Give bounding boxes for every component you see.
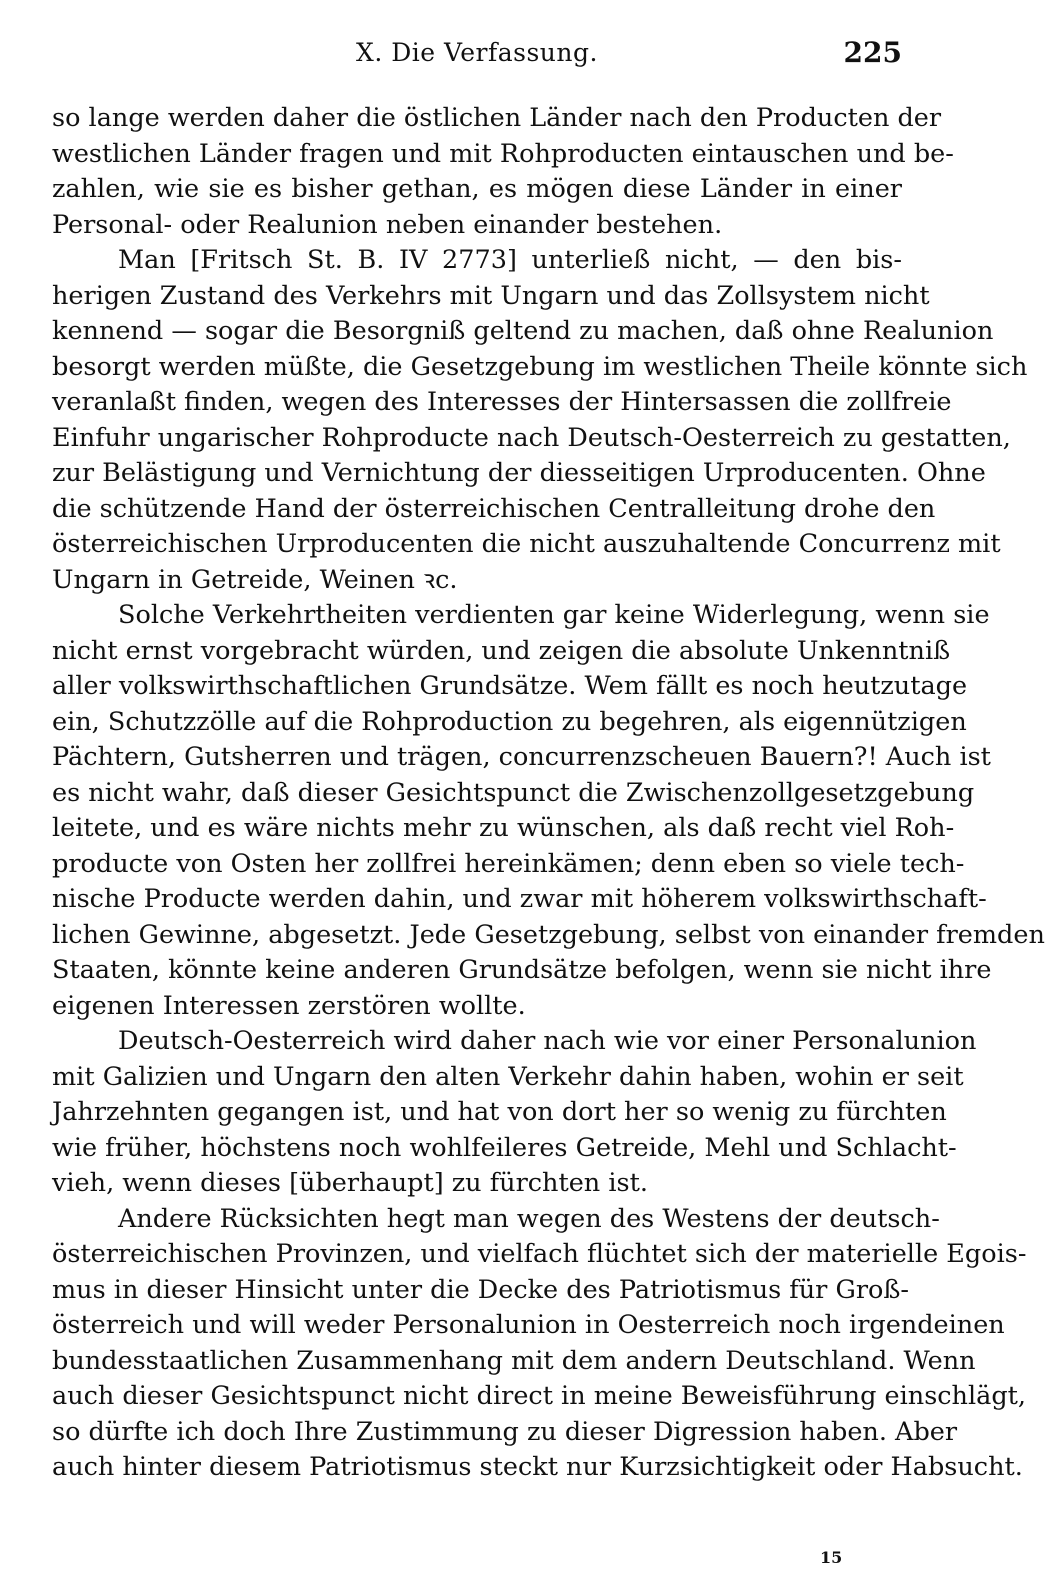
text-line: zahlen, wie sie es bisher gethan, es mögen diese Länder in einer xyxy=(52,174,902,204)
text-line: westlichen Länder fragen und mit Rohproducten eintauschen und be- xyxy=(52,138,954,169)
text-line: veranlaßt finden, wegen des Interesses der Hintersassen die zollfreie xyxy=(52,387,952,417)
text-line: zur Belästigung und Vernichtung der diesseitigen Urproducenten. Ohne xyxy=(52,458,986,488)
text-line: kennend — sogar die Besorgniß geltend zu machen, daß ohne Realunion xyxy=(52,316,994,346)
text-line: Pächtern, Gutsherren und trägen, concurrenzscheuen Bauern?! Auch ist xyxy=(52,742,991,772)
paragraph-first-line: Solche Verkehrtheiten verdienten gar keine Widerlegung, wenn sie xyxy=(118,600,990,630)
text-line: aller volkswirthschaftlichen Grundsätze. Wem fällt es noch heutzutage xyxy=(52,671,968,701)
text-line: Ungarn in Getreide, Weinen ꝛc. xyxy=(52,564,458,595)
text-line: auch dieser Gesichtspunct nicht direct in meine Beweisführung einschlägt, xyxy=(52,1381,1027,1411)
page-number: 225 xyxy=(843,36,902,69)
text-line: leitete, und es wäre nichts mehr zu wünschen, als daß recht viel Roh- xyxy=(52,813,955,843)
text-line: österreich und will weder Personalunion in Oesterreich noch irgendeinen xyxy=(52,1310,1005,1340)
text-line: producte von Osten her zollfrei hereinkämen; denn eben so viele tech- xyxy=(52,848,965,879)
chapter-title: X. Die Verfassung. xyxy=(356,38,598,67)
text-line: so lange werden daher die östlichen Länder nach den Producten der xyxy=(52,103,942,133)
text-line: herigen Zustand des Verkehrs mit Ungarn und das Zollsystem nicht xyxy=(52,280,930,311)
signature-mark: 15 xyxy=(820,1548,843,1567)
running-head xyxy=(52,30,902,74)
text-line: es nicht wahr, daß dieser Gesichtspunct die Zwischenzollgesetzgebung xyxy=(52,777,975,808)
text-line: lichen Gewinne, abgesetzt. Jede Gesetzgebung, selbst von einander fremden xyxy=(52,919,1045,950)
text-line: österreichischen Urproducenten die nicht auszuhaltende Concurrenz mit xyxy=(52,529,1001,559)
text-line: eigenen Interessen zerstören wollte. xyxy=(52,990,526,1021)
text-line: besorgt werden müßte, die Gesetzgebung im westlichen Theile könnte sich xyxy=(52,351,1028,382)
text-line: wie früher, höchstens noch wohlfeileres Getreide, Mehl und Schlacht- xyxy=(52,1132,957,1163)
text-line: österreichischen Provinzen, und vielfach flüchtet sich der materielle Egois- xyxy=(52,1239,1027,1269)
paragraph-first-line: Man [Fritsch St. B. IV 2773] unterließ nicht, — den bis- xyxy=(118,245,902,275)
text-line: ein, Schutzzölle auf die Rohproduction zu begehren, als eigennützigen xyxy=(52,706,967,737)
text-line: die schützende Hand der österreichischen Centralleitung drohe den xyxy=(52,493,936,524)
paragraph-first-line: Deutsch-Oesterreich wird daher nach wie vor einer Personalunion xyxy=(118,1026,977,1056)
text-line: so dürfte ich doch Ihre Zustimmung zu dieser Digression haben. Aber xyxy=(52,1416,958,1447)
text-line: bundesstaatlichen Zusammenhang mit dem andern Deutschland. Wenn xyxy=(52,1345,976,1376)
text-line: Einfuhr ungarischer Rohproducte nach Deutsch-Oesterreich zu gestatten, xyxy=(52,422,1011,453)
text-line: nische Producte werden dahin, und zwar mit höherem volkswirthschaft- xyxy=(52,884,987,914)
text-line: mit Galizien und Ungarn den alten Verkehr dahin haben, wohin er seit xyxy=(52,1061,964,1092)
text-line: vieh, wenn dieses [überhaupt] zu fürchten ist. xyxy=(52,1168,648,1198)
text-line: mus in dieser Hinsicht unter die Decke des Patriotismus für Groß- xyxy=(52,1274,910,1305)
text-line: auch hinter diesem Patriotismus steckt nur Kurzsichtigkeit oder Habsucht. xyxy=(52,1452,1023,1482)
text-line: Staaten, könnte keine anderen Grundsätze befolgen, wenn sie nicht ihre xyxy=(52,955,992,985)
text-line: nicht ernst vorgebracht würden, und zeigen die absolute Unkenntniß xyxy=(52,635,951,666)
text-line: Personal- oder Realunion neben einander bestehen. xyxy=(52,209,723,240)
text-line: Jahrzehnten gegangen ist, und hat von dort her so wenig zu fürchten xyxy=(52,1097,947,1127)
body-text xyxy=(52,101,1045,1486)
paragraph-first-line: Andere Rücksichten hegt man wegen des Westens der deutsch- xyxy=(118,1203,940,1234)
